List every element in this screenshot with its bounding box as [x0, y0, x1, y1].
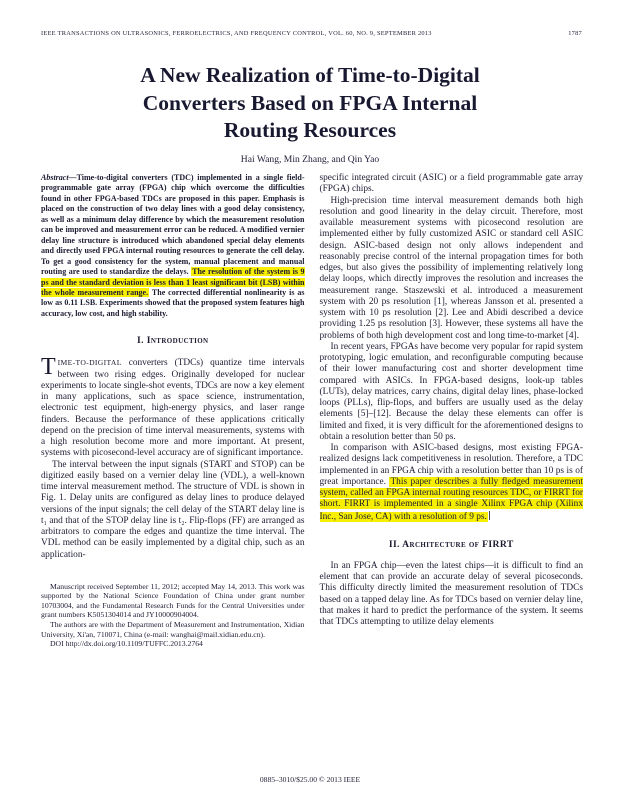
abstract-text-post: The corrected differential nonlinearity is as low as 0.11 LSB. Experiments showed that the proposed system features high accuracy, low cost, and high stability. [41, 287, 305, 318]
paper-title-line-2: Converters Based on FPGA Internal [142, 90, 478, 115]
abstract-paragraph [41, 173, 305, 319]
lead-smallcaps-text: IME-TO-DIGITAL [57, 358, 122, 368]
abstract-label: Abstract— [41, 173, 77, 182]
paper-title-line-1: A New Realization of Time-to-Digital [140, 63, 480, 87]
right-paragraph-3 [320, 443, 584, 523]
right-paragraph-1: High-precision time interval measurement demands both high resolution and good linearity in the delay circuit. Therefore, most available measurement systems with picosecond resolution are implemented either by fully customized ASIC or standard cell ASIC design. ASIC-based design not only allows independent and reasonably precise control of the internal propagation times for both edges, but also gives the possibility of implementing relatively long delay loops, which directly improves the resolution and increases the measurement range. Staszewski et al. introduced a measurement system with 20 ps resolution [1], whereas Jansson et al. presented a system with 10 ps resolution [2]. Lee and Abidi described a device providing 1.25 ps resolution [3]. However, these systems all have the problems of both high development cost and long time-to-market [4]. [319, 195, 583, 341]
dropcap-letter: T [41, 354, 56, 381]
page-number: 1787 [568, 30, 582, 37]
body-highlighted-text: This paper describes a fully fledged measurement system, called an FPGA internal routing resources TDC, or FIRRT for short. FIRRT is implemented in a single Xilinx FPGA chip (Xilinx Inc., San Jose, CA) with a resolution of 9 ps. [319, 476, 583, 522]
intro-paragraph-2: The interval between the input signals (START and STOP) can be digitized easily based on a vernier delay line (VDL), a well-known time interval measurement method. The structure of VDL is shown in Fig. 1. Delay units are configured as delay lines to produce delayed versions of the input signals; the cell delay of the START delay line is t₁ and that of the STOP delay line is t₂. Flip-flops (FF) are arranged as arbitrators to compare the edges and quantize the time interval. The VDL method can be easily implemented by a digital chip, such as an application- [41, 459, 305, 560]
left-column [41, 173, 305, 649]
abstract-text-pre: Time-to-digital converters (TDC) implemented in a single field-programmable gate array (FPGA) chip which overcome the difficulties found in other FPGA-based TDCs are proposed in this paper. Emphasis is placed on the construction of two delay lines with a good delay consistency, as well as a minimum delay difference by which the measurement resolution can be improved and measurement error can be reduced. A modified vernier delay line structure is introduced which abandoned special delay elements and directly used FPGA internal routing resources to generate the cell delay. To get a good consistency for the system, manual placement and manual routing are used to standardize the delays. [41, 173, 305, 277]
section-heading-introduction: I. Introduction [136, 335, 209, 347]
footnote-manuscript-received: Manuscript received September 11, 2012; accepted May 14, 2013. This work was supported by the National Science Foundation of China under grant number 10703004, and the Fundamental Research Funds for the Central Universities under grant numbers K5051304014 and JY10000904004. [41, 581, 305, 620]
first-page-footnote [41, 582, 305, 649]
two-column-body [41, 173, 583, 649]
paper-title-line-3: Routing Resources [223, 118, 397, 142]
running-header [41, 30, 582, 37]
right-column [320, 173, 584, 649]
architecture-paragraph-1: In an FPGA chip—even the latest chips—it is difficult to find an element that can provide an accurate delay of several picoseconds. This difficulty directly limited the measurement resolution of TDCs based on a tapped delay line. As for TDCs based on vernier delay line, that makes it hard to predict the performance of the system. It seems that TDCs attempting to utilize delay elements [319, 560, 583, 627]
abstract-highlighted-text: The resolution of the system is 9 ps and the standard deviation is less than 1 least significant bit (LSB) within the whole measurement range. [41, 267, 305, 297]
journal-name: IEEE TRANSACTIONS ON ULTRASONICS, FERROELECTRICS, AND FREQUENCY CONTROL, VOL. 60, NO. 9, SEPTEMBER 2013 [41, 30, 432, 37]
intro-paragraph-1-text: converters (TDCs) quantize time intervals between two rising edges. Originally developed for nuclear experiments to locate single-shot events, TDCs are now a key element in many applications, such as space science, instrumentation, electronic test equipment, high-energy physics, and laser range finders. Because the performance of these applications critically depend on the precision of time interval measurements, systems with a high resolution become more and more important. At present, systems with picosecond-level accuracy are of significant importance. [41, 358, 305, 459]
paper-title [0, 62, 620, 145]
intro-paragraph-1 [41, 354, 305, 459]
title-block [0, 62, 620, 165]
authors-line: Hai Wang, Min Zhang, and Qin Yao [240, 153, 380, 165]
section-heading-architecture: II. Architecture of FIRRT [388, 538, 514, 550]
copyright-footer: 0885–3010/$25.00 © 2013 IEEE [259, 775, 361, 784]
right-paragraph-3-text: In comparison with ASIC-based designs, most existing FPGA-realized designs lack competitiveness in resolution. Therefore, a TDC implemented in an FPGA chip with a resolution better than 10 ps is of great importance. [319, 443, 583, 487]
footnote-doi: DOI http://dx.doi.org/10.1109/TUFFC.2013.2764 [50, 639, 203, 649]
footnote-author-affiliation: The authors are with the Department of Measurement and Instrumentation, Xidian University, Xi'an, 710071, China (e-mail: wanghai@mail.xidian.edu.cn). [41, 620, 305, 639]
right-paragraph-continuation: specific integrated circuit (ASIC) or a field programmable gate array (FPGA) chips. [319, 173, 583, 195]
right-paragraph-2: In recent years, FPGAs have become very popular for rapid system prototyping, logic emulation, and reconfigurable computing because of their lower manufacturing cost and shorter development time compared with ASICs. In FPGA-based designs, look-up tables (LUTs), delay matrices, carry chains, digital delay lines, phase-locked loops (PLLs), flip-flops, and buffers are usually used as the delay elements [5]–[12]. Because the delay these elements can offer is limited and fixed, it is very difficult for the aforementioned designs to obtain a resolution better than 50 ps. [319, 341, 583, 442]
text-cursor [489, 511, 490, 520]
